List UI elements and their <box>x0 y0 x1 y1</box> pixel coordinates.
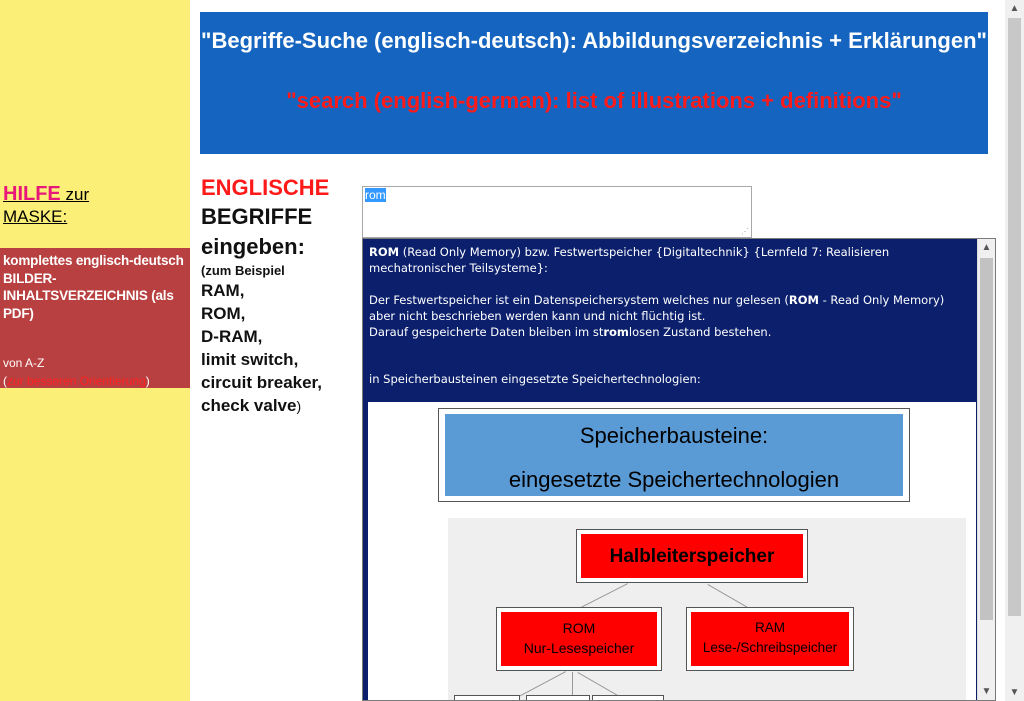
diagram-title-box <box>438 408 910 502</box>
instructions-line2: BEGRIFFE <box>201 204 313 229</box>
instructions-line1: ENGLISCHE <box>201 175 330 200</box>
results-panel <box>362 238 996 701</box>
scroll-thumb[interactable] <box>980 258 993 620</box>
result-para1-term: ROM <box>788 293 819 307</box>
result-para3-b: losen Zustand bestehen. <box>628 325 772 339</box>
help-zur-text: zur <box>60 185 90 204</box>
example-intro: (zum Beispiel <box>201 263 285 278</box>
result-text <box>369 244 975 387</box>
diagram-title-line2: eingesetzte Speichertechnologien <box>508 467 840 492</box>
result-para1 <box>369 292 975 308</box>
page-title-english: "search (english-german): list of illustrations + definitions" <box>286 88 902 113</box>
pdf-index-box <box>0 248 190 388</box>
result-heading <box>369 244 975 276</box>
resize-grip-icon[interactable]: ⋰ <box>741 227 749 236</box>
example-term: circuit breaker, <box>201 373 322 392</box>
instructions-line3: eingeben: <box>201 234 305 259</box>
diagram-title-line1: Speicherbausteine: <box>579 423 769 448</box>
page-scrollbar[interactable] <box>1005 0 1024 701</box>
help-link[interactable] <box>3 183 89 228</box>
result-para2: aber nicht beschrieben werden kann und nicht flüchtig ist. <box>369 309 706 323</box>
node-rom <box>496 607 662 671</box>
result-para3-a: Darauf gespeicherte Daten bleiben im st <box>369 325 604 339</box>
page-header <box>200 12 988 154</box>
example-term: ROM, <box>201 304 246 323</box>
scroll-up-arrow-icon[interactable]: ▲ <box>981 242 992 253</box>
result-para1-b: - Read Only Memory) <box>818 293 945 307</box>
memory-diagram <box>368 402 976 701</box>
results-scrollbar[interactable] <box>977 239 995 700</box>
az-open-paren: ( <box>3 374 7 388</box>
az-close-paren: ) <box>145 374 150 388</box>
scroll-down-arrow-icon[interactable]: ▼ <box>1009 687 1020 698</box>
help-maske-text: MASKE: <box>3 207 68 226</box>
page-title-german: "Begriffe-Suche (englisch-deutsch): Abbildungsverzeichnis + Erklärungen" <box>201 28 987 53</box>
pdf-index-link[interactable]: komplettes englisch-deutsch BILDER-INHALTSVERZEICHNIS (als PDF) <box>3 253 184 321</box>
node-ram <box>686 607 854 671</box>
node-rom-child <box>592 695 664 701</box>
node-halbleiterspeicher <box>576 529 808 583</box>
result-heading-rest: (Read Only Memory) bzw. Festwertspeicher {Digitaltechnik} {Lernfeld 7: Realisieren mechatronischer Teilsysteme}: <box>369 245 890 275</box>
result-term: ROM <box>369 245 400 259</box>
az-note <box>3 354 150 390</box>
scroll-thumb[interactable] <box>1008 18 1021 616</box>
node-halbleiterspeicher-label: Halbleiterspeicher <box>581 534 803 578</box>
node-rom-line2: Nur-Lesespeicher <box>523 640 635 656</box>
example-term: check valve <box>201 396 297 415</box>
result-para3 <box>369 324 975 340</box>
scroll-down-arrow-icon[interactable]: ▼ <box>981 686 992 697</box>
left-sidebar <box>0 0 190 701</box>
example-term: D-RAM, <box>201 327 263 346</box>
instructions <box>201 173 363 418</box>
orientation-link[interactable]: zur besseren Orientierung <box>7 374 146 388</box>
node-ram-line2: Lese-/Schreibspeicher <box>702 640 838 655</box>
example-term-last <box>201 394 363 418</box>
result-para1-a: Der Festwertspeicher ist ein Datenspeichersystem welches nur gelesen ( <box>369 293 789 307</box>
search-input[interactable] <box>362 186 752 238</box>
example-term: RAM, <box>201 281 245 300</box>
result-para3-term: rom <box>603 325 629 339</box>
diagram-title-fill <box>445 414 903 496</box>
scroll-up-arrow-icon[interactable]: ▲ <box>1009 3 1020 14</box>
result-para4: in Speicherbausteinen eingesetzte Speichertechnologien: <box>369 372 701 386</box>
node-rom-fill <box>501 612 657 666</box>
node-ram-fill <box>691 612 849 666</box>
node-rom-child <box>526 695 590 701</box>
search-input-value: rom <box>365 188 386 202</box>
help-hilfe-text: HILFE <box>3 183 61 205</box>
node-rom-child <box>454 695 520 701</box>
example-term: limit switch, <box>201 350 299 369</box>
node-rom-line1: ROM <box>562 620 596 636</box>
example-close-paren: ) <box>296 398 302 414</box>
node-ram-line1: RAM <box>755 620 785 635</box>
az-prefix: von A-Z <box>3 356 45 370</box>
